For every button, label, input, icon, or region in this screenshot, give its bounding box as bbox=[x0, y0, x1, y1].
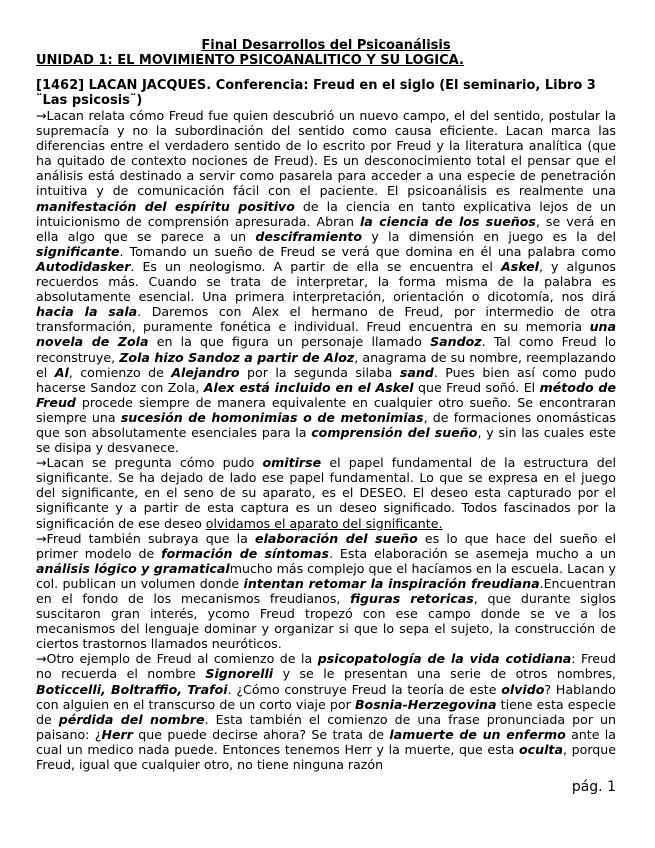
emphasis: Askel bbox=[500, 258, 539, 274]
paragraph-1: →Lacan relata cómo Freud fue quien descubrió un nuevo campo, el del sentido, postular la supremacía y no la subordinación del sentido como causa eficiente. Lacan marca las diferencias entre el verdadero sentido de lo escrito por Freud y la literatura analítica (que ha quitado de contexto nociones de Freud). Es un desconocimiento total el pensar que el análisis está destinado a servir como pasarela para acceder a una especie de penetración intuitiva y de comunicación fácil con el paciente. El psicoanálisis es realmente una manifestación del espíritu positivo de la ciencia en tanto explicativa lejos de un intuicionismo de comprensión apresurada. Abran la ciencia de los sueños, se verá en ella algo que se parece a un desciframiento y la dimensión en juego es la del significante. Tomando un sueño de Freud se verá que domina en él una palabra como Autodidasker. Es un neologismo. A partir de ella se encuentra el Askel, y algunos recuerdos más. Cuando se trata de interpretar, la forma misma de la palabra es absolutamente esencial. Una primera interpretación, orientación o dicotomía, nos dirá hacia la sala. Daremos con Alex el hermano de Freud, por intermedio de otra transformación, puramente fonética e individual. Freud encuentra en su memoria una novela de Zola en la que figura un personaje llamado Sandoz. Tal como Freud lo reconstruye, Zola hizo Sandoz a partir de Aloz, anagrama de su nombre, reemplazando el Al, comienzo de Alejandro por la segunda silaba sand. Pues bien así como pudo hacerse Sandoz con Zola, Alex está incluido en el Askel que Freud soñó. El método de Freud procede siempre de manera equivalente en cualquier otro sueño. Se encontraran siempre una sucesión de homonimias o de metonimias, de formaciones onomásticas que son absolutamente esenciales para la comprensión del sueño, y sin las cuales este se disipa y desvanece. bbox=[36, 108, 617, 456]
emphasis: Al bbox=[54, 364, 69, 380]
emphasis: omitirse bbox=[262, 455, 322, 471]
emphasis: elaboración del sueño bbox=[255, 530, 418, 546]
paragraph-3: →Freud también subraya que la elaboración del sueño es lo que hace del sueño el primer modelo de formación de síntomas. Esta elaboración se asemeja mucho a un análisis lógico y gramaticalmucho más complejo que el hacíamos en la escuela. Lacan y col. publican un volumen donde intentan retomar la inspiración freudiana.Encuentran en el fondo de los mecanismos freudianos, figuras retoricas, que durante siglos suscitaron gran interés, ycomo Freud tropezó con ese campo donde se ve a los mecanismos del lenguaje dominar y organizar si que lo sepa el sujeto, la construcción de ciertos trastornos llamados neuróticos. bbox=[36, 530, 616, 652]
emphasis: una novela de Zola bbox=[36, 319, 616, 350]
emphasis: método de Freud bbox=[36, 379, 616, 410]
emphasis: significante bbox=[36, 243, 120, 259]
emphasis: formación de síntomas bbox=[161, 545, 330, 561]
emphasis: la ciencia de los sueños bbox=[359, 213, 536, 229]
emphasis: olvido bbox=[501, 681, 545, 697]
emphasis: sand bbox=[399, 364, 434, 380]
emphasis: Alex está incluido en el Askel bbox=[203, 379, 414, 395]
emphasis: desciframiento bbox=[255, 228, 363, 244]
emphasis: Alejandro bbox=[171, 364, 240, 380]
emphasis: sucesión de homonimias o de metonimias bbox=[120, 409, 424, 425]
emphasis: Herr bbox=[101, 726, 133, 742]
emphasis: psicopatología de la vida cotidiana bbox=[317, 651, 572, 667]
emphasis: manifestación del espíritu positivo bbox=[36, 198, 295, 214]
reference-heading: [1462] LACAN JACQUES. Conferencia: Freud en el siglo (El seminario, Libro 3 ¨Las psicosis¨) bbox=[36, 78, 596, 108]
emphasis: Bosnia-Herzegovina bbox=[354, 696, 497, 712]
emphasis: Sandoz bbox=[430, 334, 482, 350]
emphasis: análisis lógico y gramatical bbox=[36, 560, 230, 576]
emphasis: lamuerte de un enfermo bbox=[389, 726, 566, 742]
unit-heading: UNIDAD 1: EL MOVIMIENTO PSICOANALITICO Y SU LOGICA. bbox=[36, 53, 464, 68]
emphasis: comprensión del sueño bbox=[311, 424, 478, 440]
paragraph-2: →Lacan se pregunta cómo pudo omitirse el papel fundamental de la estructura del significante. Se ha dejado de lado ese papel fundamental. Lo que se expresa en el juego del significante, en el seno de su aparato, es el DESEO. El deseo esta capturado por el significante y a partir de esta captura es un deseo significado. Todos fascinados por la significación de ese deseo olvidamos el aparato del significante. bbox=[36, 455, 616, 531]
emphasis: pérdida del nombre bbox=[58, 711, 205, 727]
emphasis: Autodidasker bbox=[36, 258, 131, 274]
emphasis: Boticcelli, Boltraffio, Trafoi bbox=[36, 681, 228, 697]
emphasis: Zola hizo Sandoz a partir de Aloz bbox=[119, 349, 355, 365]
page-number: pág. 1 bbox=[571, 779, 616, 795]
emphasis: oculta bbox=[519, 741, 563, 757]
emphasis: Signorelli bbox=[205, 666, 274, 682]
emphasis: figuras retoricas bbox=[350, 591, 474, 606]
emphasis: intentan retomar la inspiración freudiana bbox=[243, 575, 540, 591]
paragraph-4: →Otro ejemplo de Freud al comienzo de la psicopatología de la vida cotidiana: Freud no recuerda el nombre Signorelli y se le presentan una serie de otros nombres, Boticcelli, Boltraffio, Trafoi. ¿Cómo construye Freud la teoría de este olvido? Hablando con alguien en el transcurso de un corto viaje por Bosnia-Herzegovina tiene esta especie de pérdida del nombre. Esta también el comienzo de una frase pronunciada por un paisano: ¿Herr que puede decirse ahora? Se trata de lamuerte de un enfermo ante la cual un medico nada puede. Entonces tenemos Herr y la muerte, que esta oculta, porque Freud, igual que cualquier otro, no tiene ninguna razón bbox=[36, 651, 617, 773]
emphasis: hacia la sala bbox=[36, 304, 138, 320]
document-page bbox=[36, 38, 616, 772]
underlined-text: olvidamos el aparato del significante. bbox=[205, 515, 443, 531]
document-title: Final Desarrollos del Psicoanálisis bbox=[201, 38, 451, 53]
